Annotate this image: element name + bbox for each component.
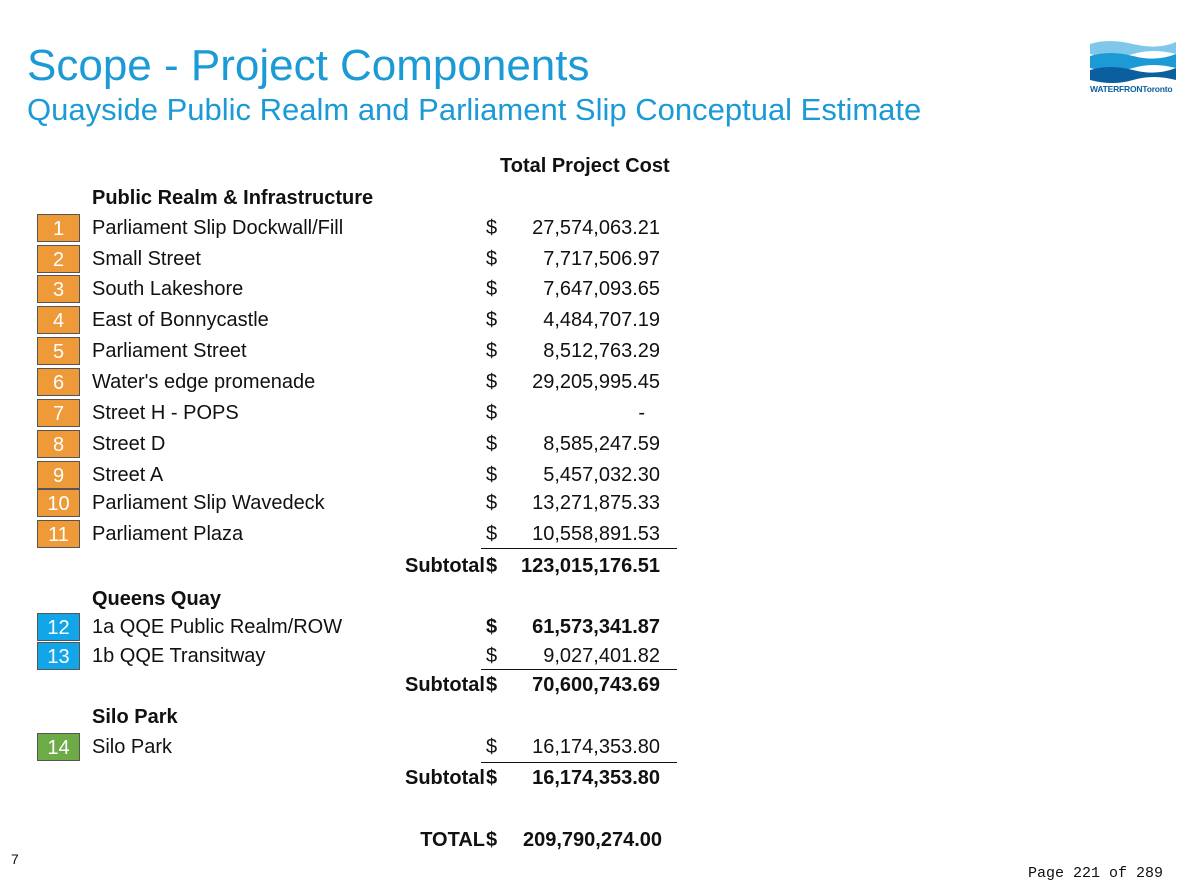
item-label: Parliament Slip Wavedeck: [92, 492, 325, 514]
item-number-badge: 7: [37, 399, 80, 427]
currency-symbol: $: [486, 402, 498, 424]
page-subtitle: Quayside Public Realm and Parliament Slip Conceptual Estimate: [27, 92, 922, 127]
item-number-badge: 14: [37, 733, 80, 761]
item-amount: 61,573,341.87: [532, 616, 660, 638]
item-label: 1b QQE Transitway: [92, 645, 266, 667]
section-heading: Public Realm & Infrastructure: [92, 187, 374, 209]
item-number-badge: 5: [37, 337, 80, 365]
table-row: [0, 275, 700, 305]
subtotal-rule: [481, 669, 677, 670]
subtotal-label: Subtotal: [405, 674, 485, 696]
item-label: Street D: [92, 433, 166, 455]
item-number-badge: 12: [37, 613, 80, 641]
item-label: Parliament Street: [92, 340, 247, 362]
currency-symbol: $: [486, 278, 498, 300]
item-label: South Lakeshore: [92, 278, 244, 300]
item-number-badge: 10: [37, 489, 80, 517]
currency-symbol: $: [486, 371, 498, 393]
currency-symbol: $: [486, 248, 498, 270]
item-amount: 13,271,875.33: [532, 492, 660, 514]
table-row: [0, 214, 700, 244]
currency-symbol: $: [486, 616, 498, 638]
currency-symbol: $: [486, 309, 498, 331]
item-amount: 29,205,995.45: [532, 371, 660, 393]
item-label: Parliament Slip Dockwall/Fill: [92, 217, 344, 239]
table-row: [0, 520, 700, 550]
item-label: Street A: [92, 464, 164, 486]
item-amount: 7,647,093.65: [543, 278, 660, 300]
currency-symbol: $: [486, 674, 498, 696]
subtotal-label: Subtotal: [405, 767, 485, 789]
subtotal-amount: 123,015,176.51: [520, 555, 660, 577]
item-amount: 8,512,763.29: [543, 340, 660, 362]
subtotal-rule: [481, 762, 677, 763]
currency-symbol: $: [486, 829, 498, 851]
item-label: Silo Park: [92, 736, 173, 758]
table-row: [0, 306, 700, 336]
item-label: Parliament Plaza: [92, 523, 244, 545]
table-row: [0, 642, 700, 672]
subtotal-rule: [481, 548, 677, 549]
page-footer: Page 221 of 289: [1028, 865, 1164, 882]
page-title: Scope - Project Components: [27, 41, 590, 90]
item-number-badge: 13: [37, 642, 80, 670]
slide-number: 7: [11, 851, 19, 867]
table-row: [0, 461, 700, 491]
currency-symbol: $: [486, 767, 498, 789]
subtotal-row: [0, 671, 700, 701]
subtotal-label: Subtotal: [405, 555, 485, 577]
item-amount: 10,558,891.53: [532, 523, 660, 545]
item-label: Street H - POPS: [92, 402, 239, 424]
item-number-badge: 1: [37, 214, 80, 242]
item-number-badge: 6: [37, 368, 80, 396]
item-label: Water's edge promenade: [92, 371, 316, 393]
logo-text: WATERFRONToronto: [1090, 84, 1173, 94]
currency-symbol: $: [486, 645, 498, 667]
total-row: [0, 826, 700, 856]
table-row: [0, 733, 700, 763]
item-label: East of Bonnycastle: [92, 309, 269, 331]
table-row: [0, 245, 700, 275]
currency-symbol: $: [486, 217, 498, 239]
total-label: TOTAL: [420, 829, 485, 851]
table-row: [0, 399, 700, 429]
item-number-badge: 2: [37, 245, 80, 273]
section-heading: Queens Quay: [92, 588, 221, 610]
total-amount: 209,790,274.00: [522, 829, 662, 851]
item-amount: 8,585,247.59: [543, 433, 660, 455]
currency-symbol: $: [486, 523, 498, 545]
currency-symbol: $: [486, 555, 498, 577]
currency-symbol: $: [486, 340, 498, 362]
item-amount: 5,457,032.30: [543, 464, 660, 486]
subtotal-row: [0, 764, 700, 794]
table-row: [0, 368, 700, 398]
table-row: [0, 489, 700, 519]
section-heading: Silo Park: [92, 706, 178, 728]
item-label: Small Street: [92, 248, 201, 270]
item-amount: 4,484,707.19: [543, 309, 660, 331]
item-amount: -: [638, 402, 645, 424]
currency-symbol: $: [486, 433, 498, 455]
item-label: 1a QQE Public Realm/ROW: [92, 616, 343, 638]
currency-symbol: $: [486, 464, 498, 486]
table-row: [0, 337, 700, 367]
item-number-badge: 9: [37, 461, 80, 489]
item-number-badge: 8: [37, 430, 80, 458]
table-row: [0, 430, 700, 460]
item-number-badge: 3: [37, 275, 80, 303]
item-amount: 7,717,506.97: [543, 248, 660, 270]
column-header: Total Project Cost: [500, 155, 670, 177]
subtotal-amount: 70,600,743.69: [532, 674, 660, 696]
item-amount: 16,174,353.80: [532, 736, 660, 758]
item-amount: 27,574,063.21: [532, 217, 660, 239]
subtotal-row: [0, 552, 700, 582]
item-amount: 9,027,401.82: [543, 645, 660, 667]
table-row: [0, 613, 700, 643]
item-number-badge: 4: [37, 306, 80, 334]
currency-symbol: $: [486, 736, 498, 758]
currency-symbol: $: [486, 492, 498, 514]
subtotal-amount: 16,174,353.80: [532, 767, 660, 789]
item-number-badge: 11: [37, 520, 80, 548]
